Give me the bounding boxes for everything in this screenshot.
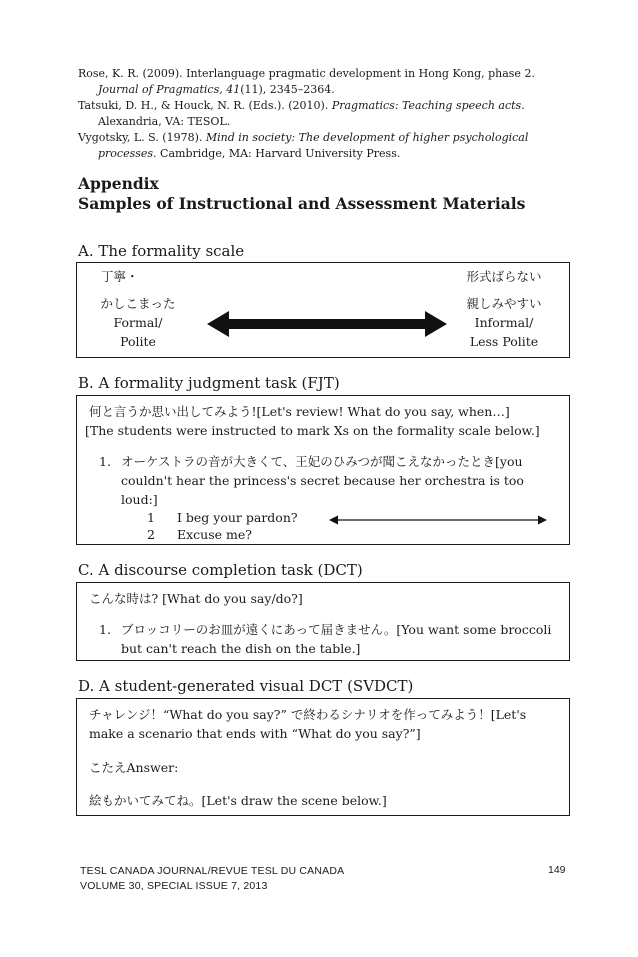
scale-right-jp-1: 形式ばらない bbox=[466, 269, 542, 284]
scale-left-jp-1: 丁寧・ bbox=[101, 269, 139, 284]
scale-right-en-1: Informal/ bbox=[474, 315, 534, 330]
reference-details: (11), 2345–2364. bbox=[240, 83, 335, 96]
dct-instruction: こんな時は? [What do you say/do?] bbox=[89, 591, 303, 606]
section-a-heading: A. The formality scale bbox=[78, 242, 245, 260]
fjt-note: [The students were instructed to mark Xs on the formality scale below.] bbox=[85, 423, 540, 438]
appendix-subtitle: Samples of Instructional and Assessment Materials bbox=[78, 194, 526, 213]
reference-list bbox=[78, 66, 578, 162]
reference-journal: Journal of Pragmatics, 41 bbox=[98, 83, 241, 96]
reference-journal: Mind in society: The development of higher psychological processes bbox=[98, 131, 529, 160]
scale-line-arrow-icon bbox=[329, 513, 547, 527]
appendix-title: Appendix bbox=[78, 174, 159, 193]
item-text: ブロッコリーのお皿が遠くにあって届きません。[You want some broccoli but can't reach the dish on the table.] bbox=[121, 622, 552, 656]
dct-box bbox=[76, 582, 570, 661]
scale-right-en-2: Less Polite bbox=[469, 334, 539, 349]
reference-journal: Pragmatics: Teaching speech acts bbox=[331, 99, 522, 112]
fjt-instruction: 何と言うか思い出してみよう![Let's review! What do you say, when…] bbox=[89, 404, 510, 419]
formality-scale-left-label bbox=[85, 267, 191, 351]
item-number: 1. bbox=[99, 622, 111, 637]
reference-author: Vygotsky, L. S. (1978). bbox=[78, 131, 206, 144]
option-text: I beg your pardon? bbox=[177, 510, 298, 525]
dct-item bbox=[99, 620, 555, 658]
journal-footer bbox=[80, 864, 344, 894]
fjt-box bbox=[76, 395, 570, 545]
formality-scale-right-label bbox=[449, 267, 559, 351]
reference-details: . Cambridge, MA: Harvard University Press. bbox=[153, 147, 401, 160]
item-text: オーケストラの音が大きくて、王妃のひみつが聞こえなかったとき[you couldn't hear the princess's secret because her orchestra is too loud:] bbox=[121, 454, 524, 507]
scale-left-en-2: Polite bbox=[120, 334, 156, 349]
section-b-heading: B. A formality judgment task (FJT) bbox=[78, 374, 340, 392]
section-d-heading: D. A student-generated visual DCT (SVDCT) bbox=[78, 677, 414, 695]
reference-item bbox=[78, 98, 578, 130]
formality-scale-box bbox=[76, 262, 570, 358]
reference-author: Rose, K. R. (2009). Interlanguage pragmatic development in Hong Kong, phase 2. bbox=[78, 67, 535, 80]
fjt-item bbox=[99, 452, 555, 509]
reference-item bbox=[78, 66, 578, 98]
option-number: 1 bbox=[147, 510, 155, 525]
page-number: 149 bbox=[548, 864, 566, 876]
svdct-answer-label: こたえAnswer: bbox=[89, 760, 179, 775]
reference-author: Tatsuki, D. H., & Houck, N. R. (Eds.). (2010). bbox=[78, 99, 332, 112]
reference-details: . Alexandria, VA: TESOL. bbox=[98, 99, 525, 128]
scale-right-jp-2: 親しみやすい bbox=[466, 296, 542, 311]
scale-left-en-1: Formal/ bbox=[113, 315, 163, 330]
svdct-box bbox=[76, 698, 570, 816]
reference-item bbox=[78, 130, 578, 162]
appendix-heading bbox=[78, 174, 525, 214]
svdct-instruction: チャレンジ！“What do you say?” で終わるシナリオを作ってみよう！[Let's make a scenario that ends with “What do you say?”] bbox=[89, 707, 527, 741]
svdct-draw-prompt: 絵もかいてみてね。[Let's draw the scene below.] bbox=[89, 793, 387, 808]
section-c-heading: C. A discourse completion task (DCT) bbox=[78, 561, 363, 579]
footer-journal-name: TESL CANADA JOURNAL/REVUE TESL DU CANADA bbox=[80, 865, 345, 877]
double-arrow-icon bbox=[207, 309, 447, 339]
option-text: Excuse me? bbox=[177, 527, 252, 542]
item-number: 1. bbox=[99, 454, 111, 469]
footer-volume: VOLUME 30, SPECIAL ISSUE 7, 2013 bbox=[80, 880, 268, 892]
option-number: 2 bbox=[147, 527, 155, 542]
scale-left-jp-2: かしこまった bbox=[100, 296, 176, 311]
